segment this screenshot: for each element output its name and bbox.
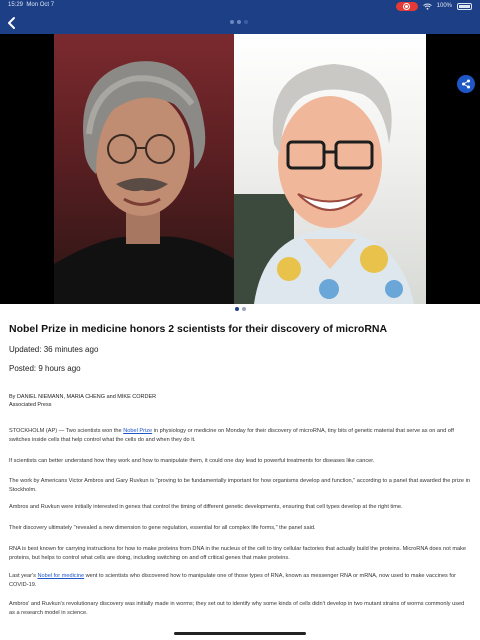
carousel-dot-active[interactable] bbox=[235, 307, 239, 311]
nobel-prize-link[interactable]: Nobel Prize bbox=[123, 428, 153, 434]
status-time: 15:29 Mon Oct 7 bbox=[8, 2, 55, 8]
article-paragraph: Ambros' and Ruvkun's revolutionary discovery was initially made in worms; they set out to identify why some kinds of cells didn't develop in two mutant strains of worms commonly used as a research model in science. bbox=[9, 601, 465, 616]
nobel-for-medicine-link[interactable]: Nobel for medicine bbox=[37, 573, 85, 579]
carousel-dot[interactable] bbox=[242, 307, 246, 311]
share-icon bbox=[461, 79, 471, 89]
screen-recording-icon bbox=[396, 2, 418, 11]
article-paragraph: Their discovery ultimately "revealed a new dimension to gene regulation, essential for all complex life forms," the panel said. bbox=[9, 525, 316, 531]
chevron-left-icon bbox=[4, 15, 20, 31]
byline bbox=[9, 393, 156, 409]
back-button[interactable] bbox=[4, 15, 20, 31]
share-button[interactable] bbox=[457, 75, 475, 93]
article-paragraph: If scientists can better understand how they work and how to manipulate them, it could one day lead to powerful treatments for diseases like cancer. bbox=[9, 458, 375, 464]
source: Associated Press bbox=[9, 402, 52, 408]
page-indicator bbox=[230, 20, 248, 24]
photo-gary-ruvkun bbox=[234, 34, 426, 304]
updated-time: Updated: 36 minutes ago bbox=[9, 345, 99, 354]
authors: By DANIEL NIEMANN, MARIA CHENG and MIKE CORDER bbox=[9, 394, 157, 400]
carousel-indicator[interactable] bbox=[235, 307, 246, 311]
status-bar bbox=[0, 0, 480, 12]
top-navigation-bar bbox=[0, 12, 480, 34]
home-indicator[interactable] bbox=[174, 632, 306, 635]
article-paragraph: STOCKHOLM (AP) — Two scientists won the Nobel Prize in physiology or medicine on Monday for their discovery of microRNA, tiny bits of genetic material that serve as on and off switches inside cells that help control what the cells do and when they do it. bbox=[9, 428, 454, 443]
article-paragraph: RNA is best known for carrying instructions for how to make proteins from DNA in the nucleus of the cell to tiny cellular factories that actually build the proteins. MicroRNA does not make proteins, but helps to control what cells are doing, including switching on and off critical genes that make proteins. bbox=[9, 546, 467, 561]
photo-victor-ambros bbox=[54, 34, 234, 304]
hero-image[interactable] bbox=[0, 34, 480, 304]
article-paragraph: Last year's Nobel for medicine went to scientists who discovered how to manipulate one of those types of RNA, known as messenger RNA or mRNA, now used to make vaccines for COVID-19. bbox=[9, 573, 456, 588]
battery-icon bbox=[457, 3, 472, 10]
battery-percent: 100% bbox=[436, 3, 452, 9]
article-headline: Nobel Prize in medicine honors 2 scientists for their discovery of microRNA bbox=[9, 323, 388, 335]
article-paragraph: The work by Americans Victor Ambros and Gary Ruvkun is "proving to be fundamentally important for how organisms develop and function," according to a panel that awarded the prize in Stockholm. bbox=[9, 478, 470, 493]
wifi-icon bbox=[423, 3, 432, 10]
posted-time: Posted: 9 hours ago bbox=[9, 364, 81, 373]
article-paragraph: Ambros and Ruvkun were initially interested in genes that control the timing of different genetic developments, ensuring that cell types develop at the right time. bbox=[9, 504, 403, 510]
